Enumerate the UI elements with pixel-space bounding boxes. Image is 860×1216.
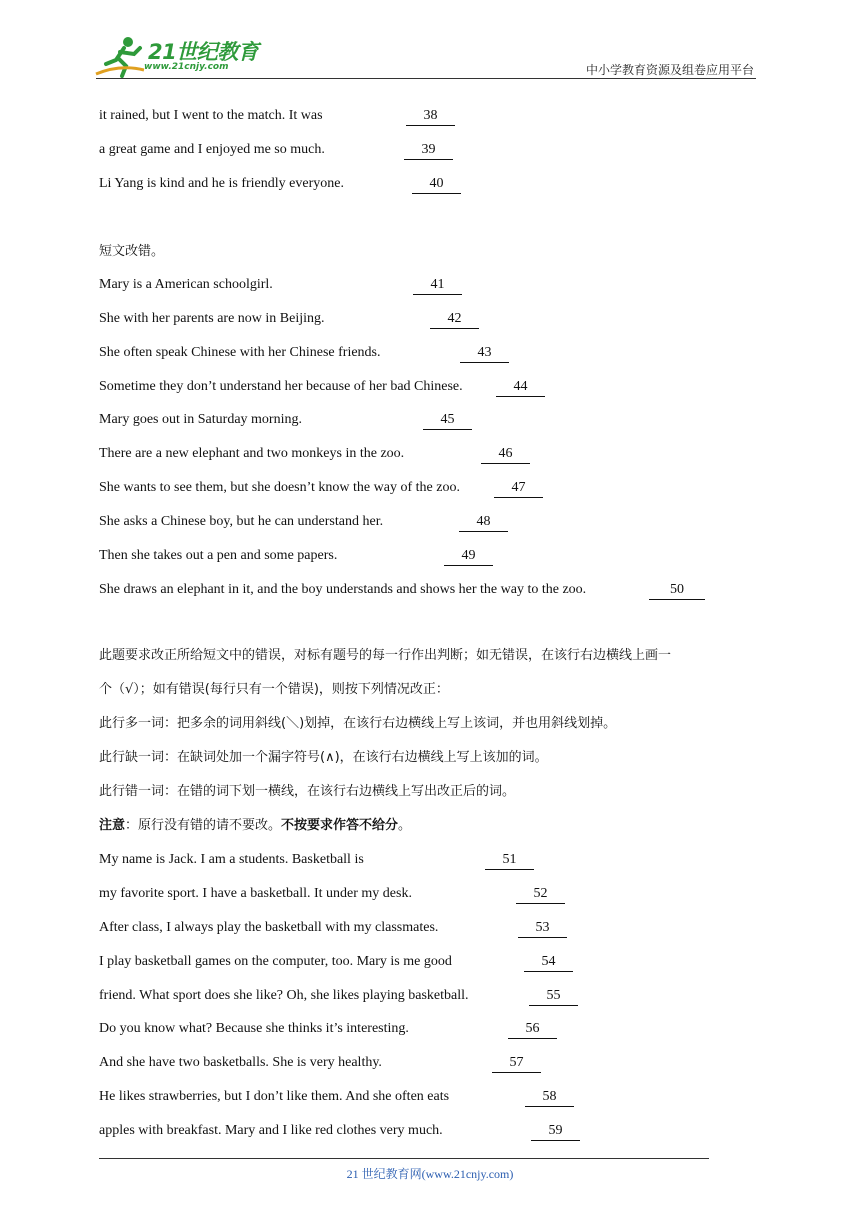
answer-blank [494, 479, 543, 498]
answer-blank [460, 344, 509, 363]
exercise-line: Sometime they don’t understand her because of her bad Chinese. [99, 379, 463, 394]
blank-number: 45 [440, 412, 455, 427]
exercise-line: apples with breakfast. Mary and I like red clothes very much. [99, 1123, 443, 1138]
blank-number: 57 [509, 1055, 524, 1070]
exercise-line: She draws an elephant in it, and the boy understands and shows her the way to the zoo. [99, 582, 587, 597]
answer-blank [423, 411, 472, 430]
runner-logo-icon [94, 34, 146, 78]
note-text: ：原行没有错的请不要改。 [125, 818, 282, 833]
instruction-rule: 此行错一词：在错的词下划一横线，在该行右边横线上写出改正后的词。 [99, 784, 516, 799]
note-label: 注意 [99, 818, 126, 833]
answer-blank [508, 1020, 557, 1039]
page-footer: 21 世纪教育网(www.21cnjy.com) [346, 1167, 514, 1181]
header-divider [96, 78, 756, 79]
answer-blank [649, 581, 705, 600]
answer-blank [412, 175, 461, 194]
exercise-line: my favorite sport. I have a basketball. It under my desk. [99, 886, 412, 901]
exercise-line: After class, I always play the basketball with my classmates. [99, 920, 439, 935]
blank-number: 42 [447, 311, 462, 326]
blank-number: 52 [533, 886, 548, 901]
blank-number: 53 [535, 920, 550, 935]
exercise-line: She asks a Chinese boy, but he can understand her. [99, 514, 384, 529]
answer-blank [529, 987, 578, 1006]
blank-number: 43 [477, 345, 492, 360]
blank-number: 55 [546, 988, 561, 1003]
answer-blank [444, 547, 493, 566]
answer-blank [525, 1088, 574, 1107]
blank-number: 54 [541, 954, 556, 969]
blank-number: 51 [502, 852, 517, 867]
answer-blank [481, 445, 530, 464]
instruction-paragraph: 此题要求改正所给短文中的错误，对标有题号的每一行作出判断；如无错误，在该行右边横线上画一 [99, 648, 672, 663]
exercise-line: Li Yang is kind and he is friendly everyone. [99, 176, 344, 191]
exercise-line: Then she takes out a pen and some papers. [99, 548, 338, 563]
answer-blank [524, 953, 573, 972]
exercise-line: And she have two basketballs. She is very healthy. [99, 1055, 382, 1070]
exercise-line: My name is Jack. I am a students. Basketball is [99, 852, 364, 867]
blank-number: 41 [430, 277, 445, 292]
blank-number: 44 [513, 379, 528, 394]
blank-number: 38 [423, 108, 438, 123]
exercise-line: Do you know what? Because she thinks it’s interesting. [99, 1021, 409, 1036]
instruction-rule: 此行缺一词：在缺词处加一个漏字符号(∧)，在该行右边横线上写上该加的词。 [99, 750, 548, 765]
answer-blank [518, 919, 567, 938]
blank-number: 40 [429, 176, 444, 191]
answer-blank [531, 1122, 580, 1141]
blank-number: 49 [461, 548, 476, 563]
exercise-line: it rained, but I went to the match. It was [99, 108, 323, 123]
page-header [0, 0, 860, 80]
blank-number: 56 [525, 1021, 540, 1036]
logo-text: 21世纪教育 [148, 40, 259, 64]
answer-blank [413, 276, 462, 295]
exercise-line: Mary goes out in Saturday morning. [99, 412, 302, 427]
exercise-line: He likes strawberries, but I don’t like them. And she often eats [99, 1089, 450, 1104]
answer-blank [406, 107, 455, 126]
answer-blank [430, 310, 479, 329]
footer-divider [99, 1158, 709, 1159]
exercise-line: There are a new elephant and two monkeys in the zoo. [99, 446, 405, 461]
exercise-line: She often speak Chinese with her Chinese friends. [99, 345, 381, 360]
blank-number: 50 [670, 582, 684, 597]
exercise-line: a great game and I enjoyed me so much. [99, 142, 325, 157]
exercise-line: Mary is a American schoolgirl. [99, 277, 273, 292]
site-logo [94, 34, 264, 78]
answer-blank [496, 378, 545, 397]
exercise-line: She wants to see them, but she doesn’t know the way of the zoo. [99, 480, 460, 495]
instruction-rule: 此行多一词：把多余的词用斜线(＼)划掉，在该行右边横线上写上该词，并也用斜线划掉。 [99, 716, 617, 731]
section-title: 短文改错。 [99, 244, 165, 259]
instruction-note [99, 817, 411, 835]
exercise-line: I play basketball games on the computer, too. Mary is me good [99, 954, 452, 969]
blank-number: 59 [548, 1123, 563, 1138]
blank-number: 46 [498, 446, 513, 461]
blank-number: 48 [476, 514, 491, 529]
blank-number: 58 [542, 1089, 557, 1104]
answer-blank [459, 513, 508, 532]
instruction-paragraph: 个（√）；如有错误(每行只有一个错误)，则按下列情况改正： [99, 682, 449, 697]
exercise-line: friend. What sport does she like? Oh, she likes playing basketball. [99, 988, 469, 1003]
note-emphasis: 不按要求作答不给分 [281, 818, 399, 833]
blank-number: 39 [421, 142, 436, 157]
answer-blank [492, 1054, 541, 1073]
answer-blank [404, 141, 453, 160]
logo-url: www.21cnjy.com [144, 62, 229, 72]
exercise-line: She with her parents are now in Beijing. [99, 311, 325, 326]
answer-blank [485, 851, 534, 870]
header-platform-name: 中小学教育资源及组卷应用平台 [585, 63, 754, 77]
note-end: 。 [398, 818, 412, 833]
answer-blank [516, 885, 565, 904]
blank-number: 47 [511, 480, 526, 495]
